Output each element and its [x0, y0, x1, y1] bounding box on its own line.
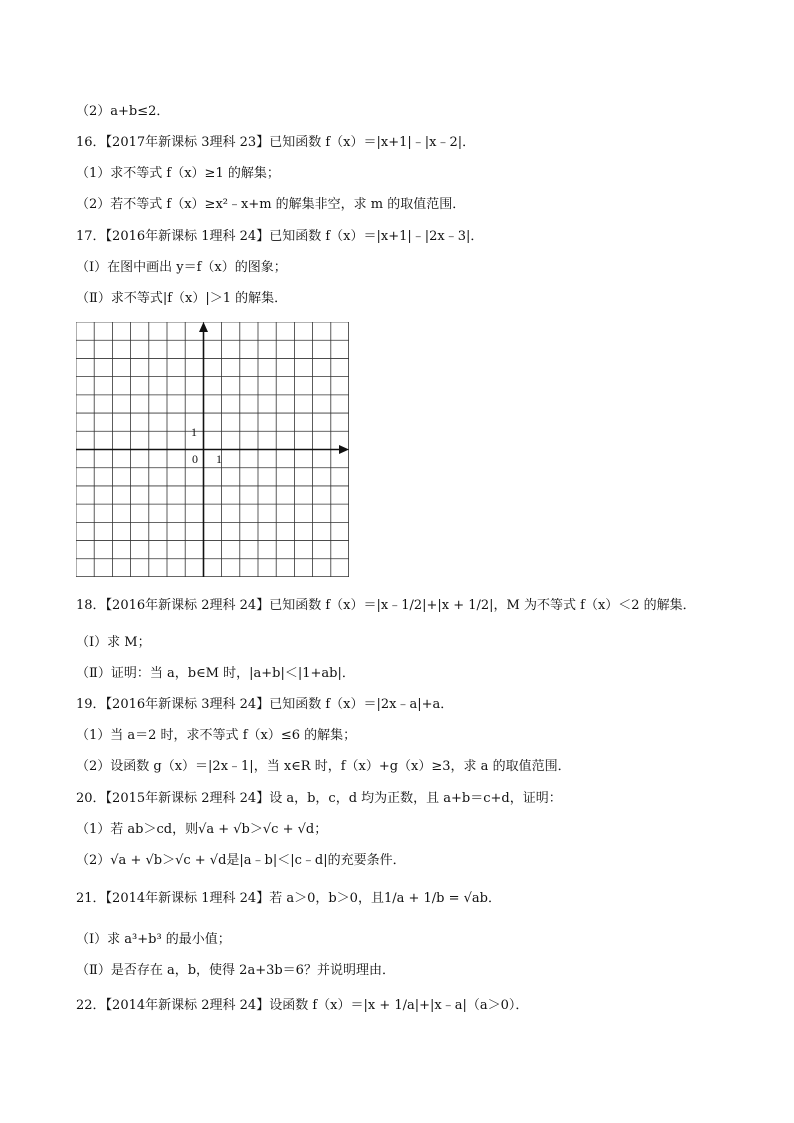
problem-20-part-2: （2）√a + √b＞√c + √d是|a﹣b|＜|c﹣d|的充要条件．	[76, 853, 406, 868]
y-axis-arrow	[199, 322, 208, 332]
problem-17-title: 17．【2016年新课标 1理科 24】已知函数 f（x）＝|x+1|﹣|2x﹣3|．	[76, 229, 484, 244]
y-tick-label: 1	[191, 425, 197, 439]
origin-label: 0	[192, 452, 198, 466]
problem-19-part-2: （2）设函数 g（x）＝|2x﹣1|，当 x∈R 时，f（x）+g（x）≥3，求 a 的取值范围．	[76, 759, 571, 774]
problem-18-title: 18．【2016年新课标 2理科 24】已知函数 f（x）＝|x﹣1/2|+|x + 1/2|，M 为不等式 f（x）＜2 的解集．	[76, 598, 696, 613]
problem-20-title: 20．【2015年新课标 2理科 24】设 a，b，c，d 均为正数，且 a+b＝c+d，证明：	[76, 791, 562, 806]
problem-17-part-1: （Ⅰ）在图中画出 y＝f（x）的图象；	[76, 260, 287, 275]
problem-22-title: 22．【2014年新课标 2理科 24】设函数 f（x）＝|x + 1/a|+|x﹣a|（a＞0）．	[76, 998, 529, 1013]
problem-20-part-1: （1）若 ab＞cd，则√a + √b＞√c + √d；	[76, 822, 328, 837]
problem-18-part-1: （Ⅰ）求 M；	[76, 635, 151, 650]
problem-21-part-2: （Ⅱ）是否存在 a，b，使得 2a+3b＝6？并说明理由．	[76, 963, 395, 978]
x-axis-arrow	[339, 445, 349, 454]
problem-19-title: 19．【2016年新课标 3理科 24】已知函数 f（x）＝|2x﹣a|+a．	[76, 697, 454, 712]
problem-16-title: 16．【2017年新课标 3理科 23】已知函数 f（x）＝|x+1|﹣|x﹣2|．	[76, 135, 476, 150]
coordinate-grid	[76, 322, 349, 577]
problem-21-title: 21．【2014年新课标 1理科 24】若 a＞0，b＞0，且1/a + 1/b = √ab．	[76, 891, 501, 906]
problem-17-part-2: （Ⅱ）求不等式|f（x）|＞1 的解集．	[76, 291, 288, 306]
text-line-l0: （2）a+b≤2．	[76, 104, 170, 119]
problem-18-part-2: （Ⅱ）证明：当 a，b∈M 时，|a+b|＜|1+ab|．	[76, 666, 355, 681]
grid-svg	[76, 322, 349, 577]
problem-16-part-2: （2）若不等式 f（x）≥x²﹣x+m 的解集非空，求 m 的取值范围．	[76, 197, 466, 212]
problem-19-part-1: （1）当 a＝2 时，求不等式 f（x）≤6 的解集；	[76, 728, 357, 743]
x-tick-label: 1	[216, 452, 222, 466]
problem-16-part-1: （1）求不等式 f（x）≥1 的解集；	[76, 166, 280, 181]
problem-21-part-1: （Ⅰ）求 a³+b³ 的最小值；	[76, 932, 231, 947]
